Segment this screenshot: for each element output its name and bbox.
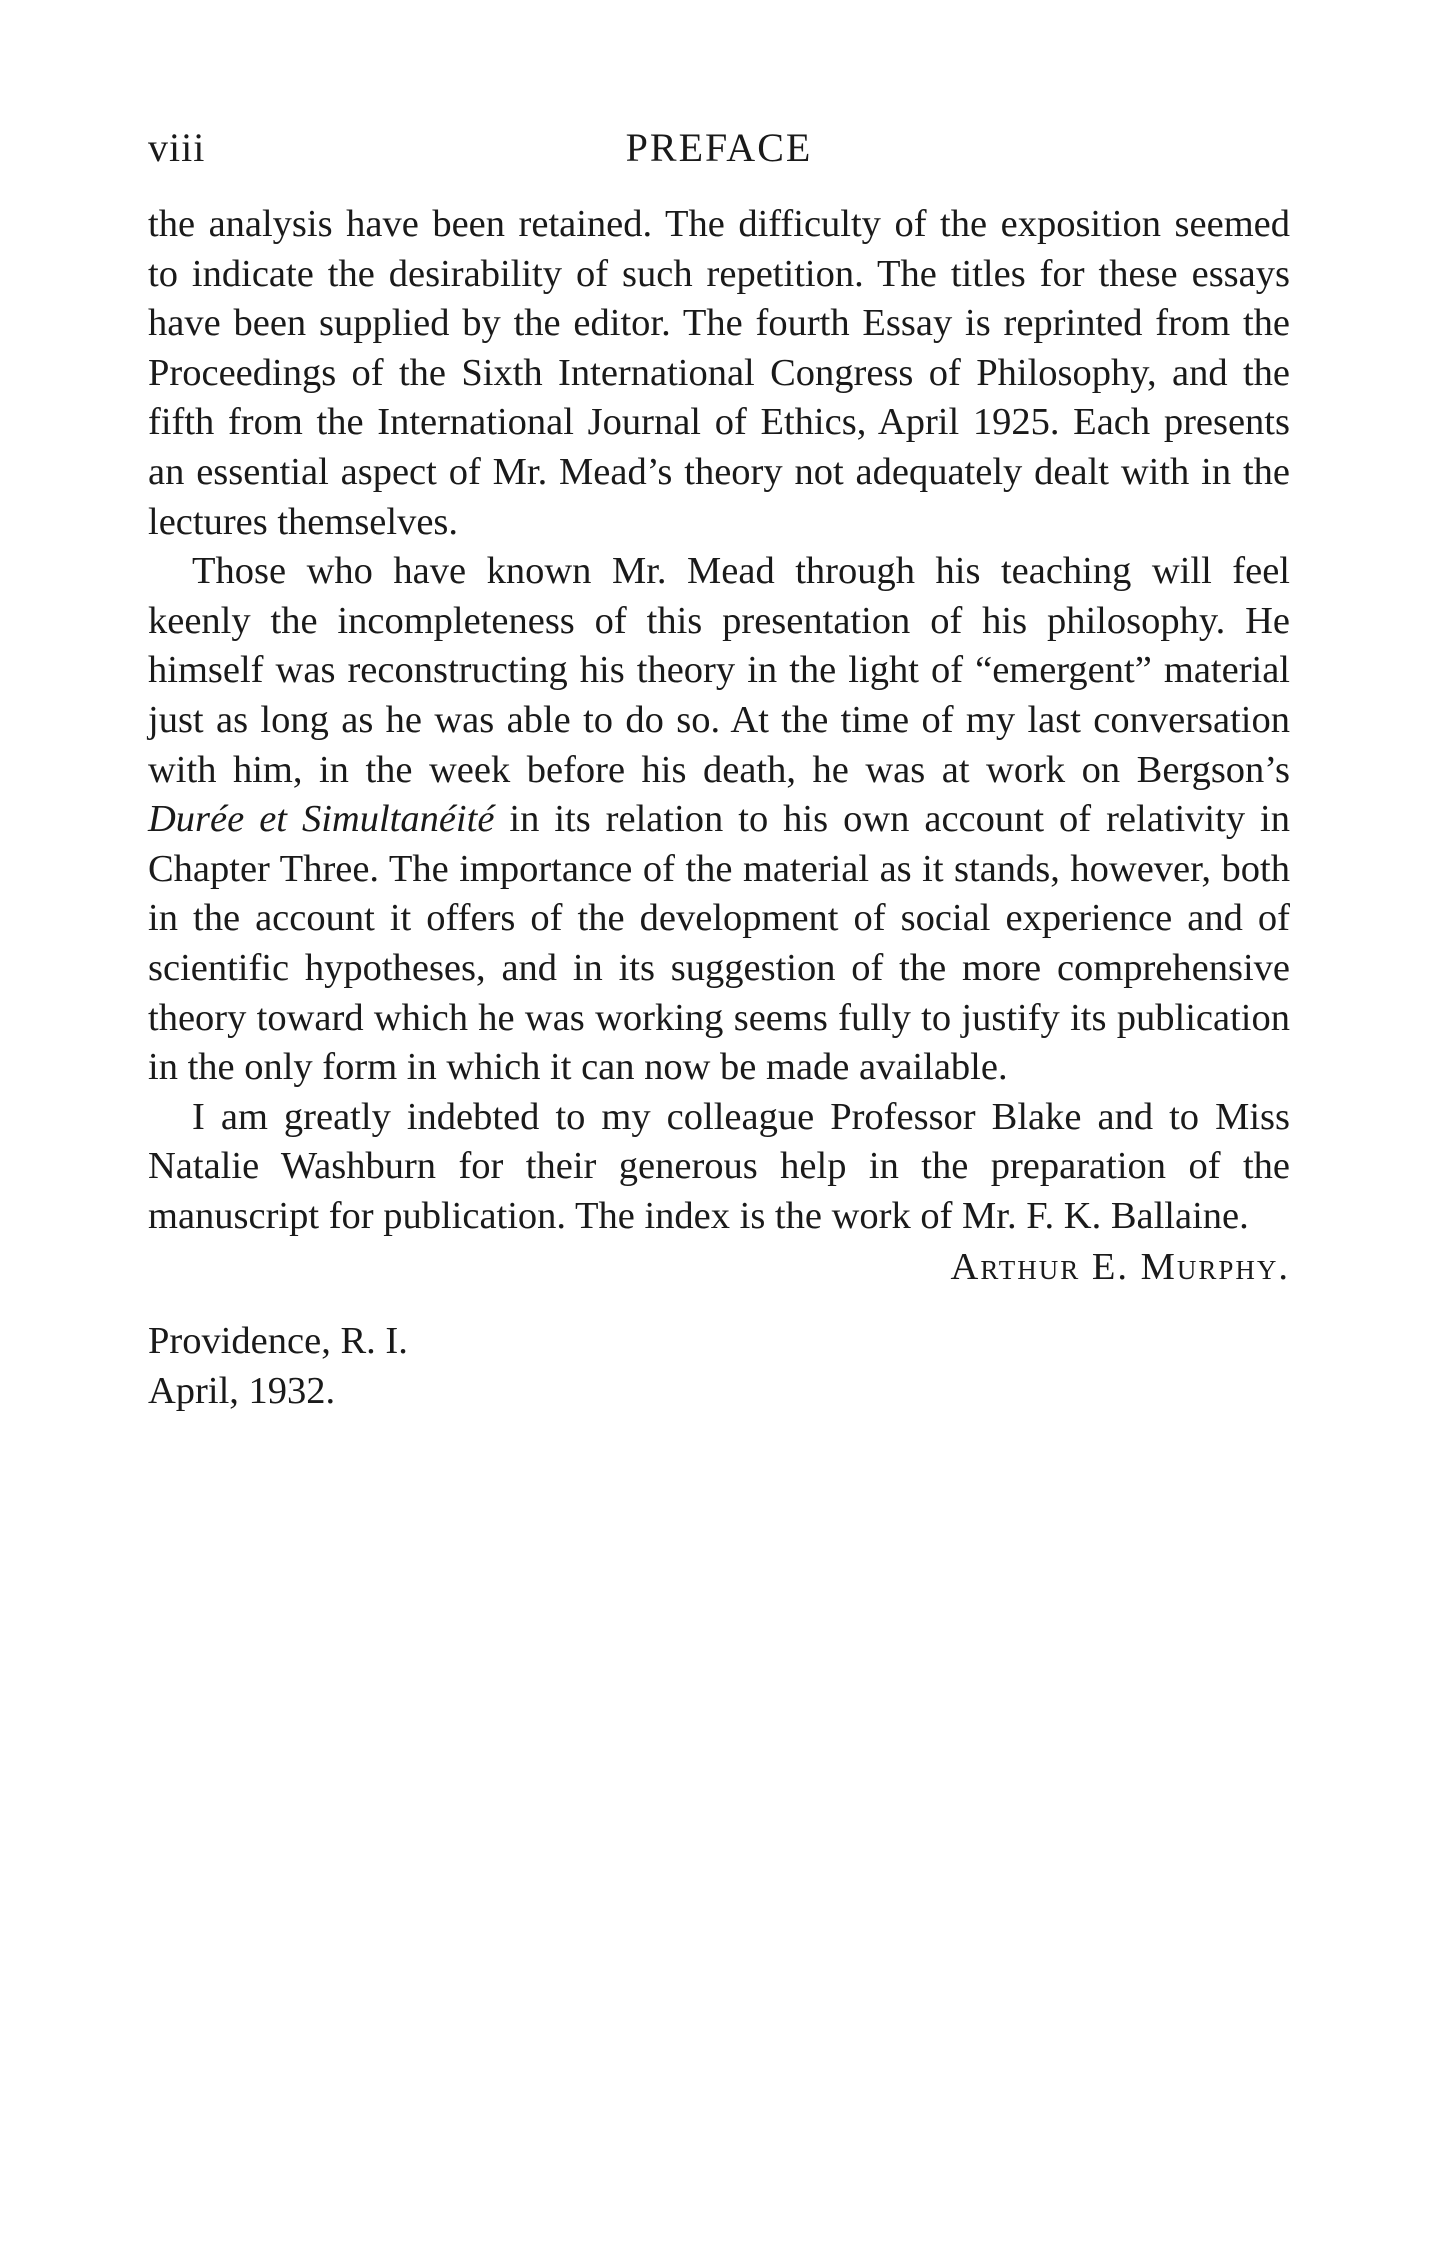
- preface-body: [148, 200, 1290, 1241]
- paragraph-2: [148, 547, 1290, 1093]
- signature: Arthur E. Murphy.: [950, 1246, 1290, 1289]
- paragraph-2-after: in its relation to his own account of relativity in Chapter Three. The importance of the material as it stands, however, both in the account it offers of the development of social experience and of scientific hypotheses, and in its suggestion of the more comprehensive theory toward which he was working seems fully to justify its publication in the only form in which it can now be made available.: [148, 798, 1290, 1089]
- book-page: [148, 118, 1290, 1416]
- place: Providence, R. I.: [148, 1320, 408, 1363]
- place-date: [148, 1317, 1290, 1416]
- date: April, 1932.: [148, 1369, 336, 1412]
- paragraph-1: the analysis have been retained. The difficulty of the exposition seemed to indicate the desirability of such repetition. The titles for these essays have been supplied by the editor. The fourth Essay is reprinted from the Proceedings of the Sixth International Congress of Philosophy, and the fifth from the International Journal of Ethics, April 1925. Each presents an essential aspect of Mr. Mead’s theory not adequately dealt with in the lectures themselves.: [148, 203, 1290, 543]
- running-title: PREFACE: [625, 125, 813, 170]
- paragraph-3: I am greatly indebted to my colleague Professor Blake and to Miss Natalie Washburn for their generous help in the preparation of the manuscript for publication. The index is the work of Mr. F. K. Ballaine.: [148, 1095, 1290, 1237]
- page-number: viii: [148, 125, 206, 170]
- paragraph-2-before: Those who have known Mr. Mead through his teaching will feel keenly the incompleteness of this presentation of his philosophy. He himself was reconstructing his theory in the light of “emergent” material just as long as he was able to do so. At the time of my last conversation with him, in the week before his death, he was at work on Bergson’s: [148, 550, 1290, 791]
- running-head: [148, 118, 1290, 178]
- book-title-italic: Durée et Simultanéité: [148, 798, 495, 841]
